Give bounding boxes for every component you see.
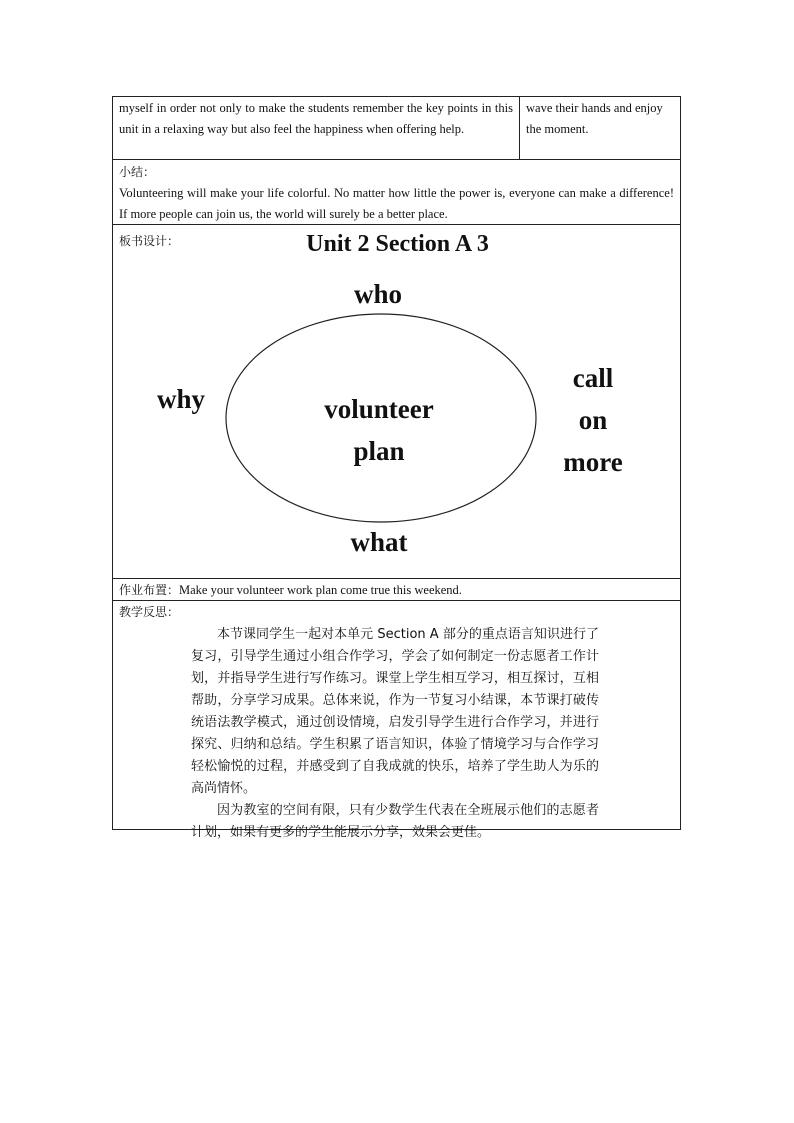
board-label: 板书设计：: [119, 234, 180, 248]
reflection-paragraph-2: 因为教室的空间有限，只有少数学生代表在全班展示他们的志愿者计划，如果有更多的学生能展示分享，效果会更佳。: [191, 803, 599, 840]
board-title: Unit 2 Section A 3: [306, 231, 489, 257]
summary-text: Volunteering will make your life colorful. No matter how little the power is, everyone can make a difference! If more people can join us, the world will surely be a better place.: [119, 186, 674, 221]
method-right-cell: wave their hands and enjoy the moment.: [526, 101, 663, 136]
board-word-call: call: [572, 363, 614, 393]
reflection-body: [191, 624, 599, 844]
board-design-row: [113, 225, 680, 579]
lesson-plan-table: [112, 96, 681, 840]
board-word-volunteer: volunteer: [324, 394, 434, 424]
method-left-cell: myself in order not only to make the students remember the key points in this unit in a relaxing way but also feel the happiness when offering help.: [113, 97, 520, 159]
board-word-more: more: [563, 447, 623, 477]
homework-label: 作业布置：: [119, 583, 180, 597]
homework-row: [113, 579, 680, 601]
board-word-what: what: [350, 527, 408, 557]
board-word-who: who: [353, 279, 402, 309]
summary-label: 小结：: [119, 165, 156, 179]
reflection-row: [113, 601, 680, 840]
method-row: [113, 97, 680, 160]
board-word-plan: plan: [353, 436, 405, 466]
homework-text: Make your volunteer work plan come true this weekend.: [179, 583, 462, 597]
reflection-paragraph-1: 本节课同学生一起对本单元 Section A 部分的重点语言知识进行了复习，引导学生通过小组合作学习，学会了如何制定一份志愿者工作计划，并指导学生进行写作练习。课堂上学生相互学习，相互探讨，互相帮助，分享学习成果。总体来说，作为一节复习小结课，本节课打破传统语法教学模式，通过创设情境，启发引导学生进行合作学习，并进行探究、归纳和总结。学生积累了语言知识，体验了情境学习与合作学习轻松愉悦的过程，并感受到了自我成就的快乐，培养了学生助人为乐的高尚情怀。: [191, 627, 599, 796]
reflection-label: 教学反思：: [119, 605, 180, 619]
board-word-why: why: [156, 384, 205, 414]
board-word-on: on: [578, 405, 608, 435]
summary-row: [113, 160, 680, 225]
